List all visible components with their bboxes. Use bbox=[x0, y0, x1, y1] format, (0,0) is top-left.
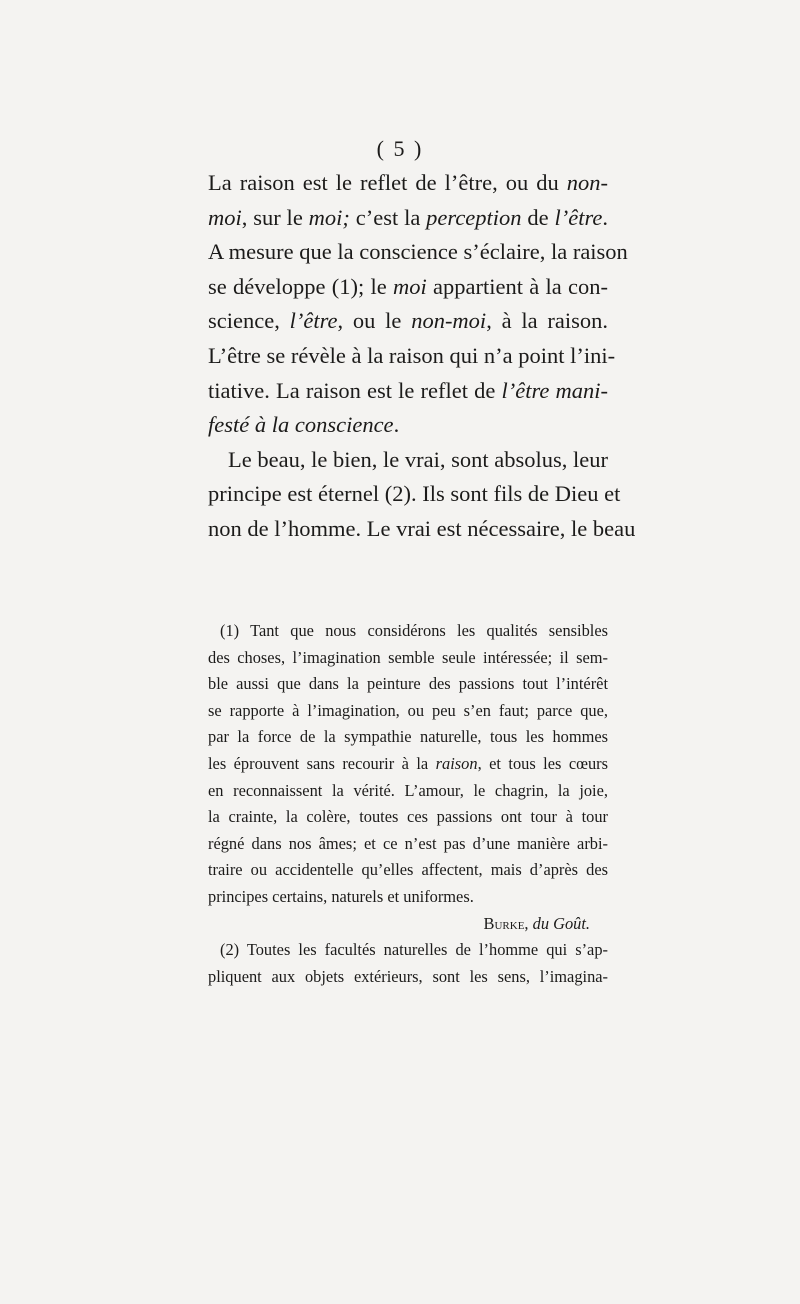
footnote-line: en reconnaissent la vérité. L’amour, le chagrin, la joie, bbox=[208, 780, 608, 800]
text-line: moi, sur le moi; c’est la perception de l’être. bbox=[208, 204, 608, 230]
main-text bbox=[208, 166, 636, 547]
footnote-line: régné dans nos âmes; et ce n’est pas d’une manière arbi- bbox=[208, 833, 608, 853]
text-line: L’être se révèle à la raison qui n’a point l’ini- bbox=[208, 342, 616, 368]
text-line: principe est éternel (2). Ils sont fils de Dieu et bbox=[208, 481, 621, 507]
footnotes bbox=[208, 618, 608, 990]
footnote-line: se rapporte à l’imagination, ou peu s’en faut; parce que, bbox=[208, 700, 608, 720]
footnote-line: les éprouvent sans recourir à la raison, et tous les cœurs bbox=[208, 753, 608, 773]
footnote-line: pliquent aux objets extérieurs, sont les sens, l’imagina- bbox=[208, 966, 608, 986]
text-line: non de l’homme. Le vrai est nécessaire, le beau bbox=[208, 515, 636, 541]
text-line: La raison est le reflet de l’être, ou du non- bbox=[208, 170, 608, 195]
footnote-signature: Burke, du Goût. bbox=[483, 913, 590, 933]
text-line: A mesure que la conscience s’éclaire, la raison bbox=[208, 239, 628, 265]
footnote-line: (1) Tant que nous considérons les qualités sensibles bbox=[220, 621, 608, 640]
footnote-line: principes certains, naturels et uniformes. bbox=[208, 886, 474, 906]
footnote-line: des choses, l’imagination semble seule intéressée; il sem- bbox=[208, 647, 608, 667]
text-line: festé à la conscience. bbox=[208, 412, 400, 438]
footnote-line: ble aussi que dans la peinture des passions tout l’intérêt bbox=[208, 674, 608, 694]
page-number: ( 5 ) bbox=[376, 136, 424, 161]
text-line: se développe (1); le moi appartient à la con- bbox=[208, 273, 608, 299]
footnote-line: par la force de la sympathie naturelle, tous les hommes bbox=[208, 727, 608, 747]
footnote-line: traire ou accidentelle qu’elles affectent, mais d’après des bbox=[208, 860, 608, 880]
text-line: science, l’être, ou le non-moi, à la raison. bbox=[208, 308, 608, 334]
text-line: Le beau, le bien, le vrai, sont absolus, leur bbox=[228, 446, 608, 472]
footnote-line: (2) Toutes les facultés naturelles de l’homme qui s’ap- bbox=[220, 940, 608, 960]
footnote-line: la crainte, la colère, toutes ces passions ont tour à tour bbox=[208, 807, 608, 827]
text-line: tiative. La raison est le reflet de l’être mani- bbox=[208, 377, 609, 403]
